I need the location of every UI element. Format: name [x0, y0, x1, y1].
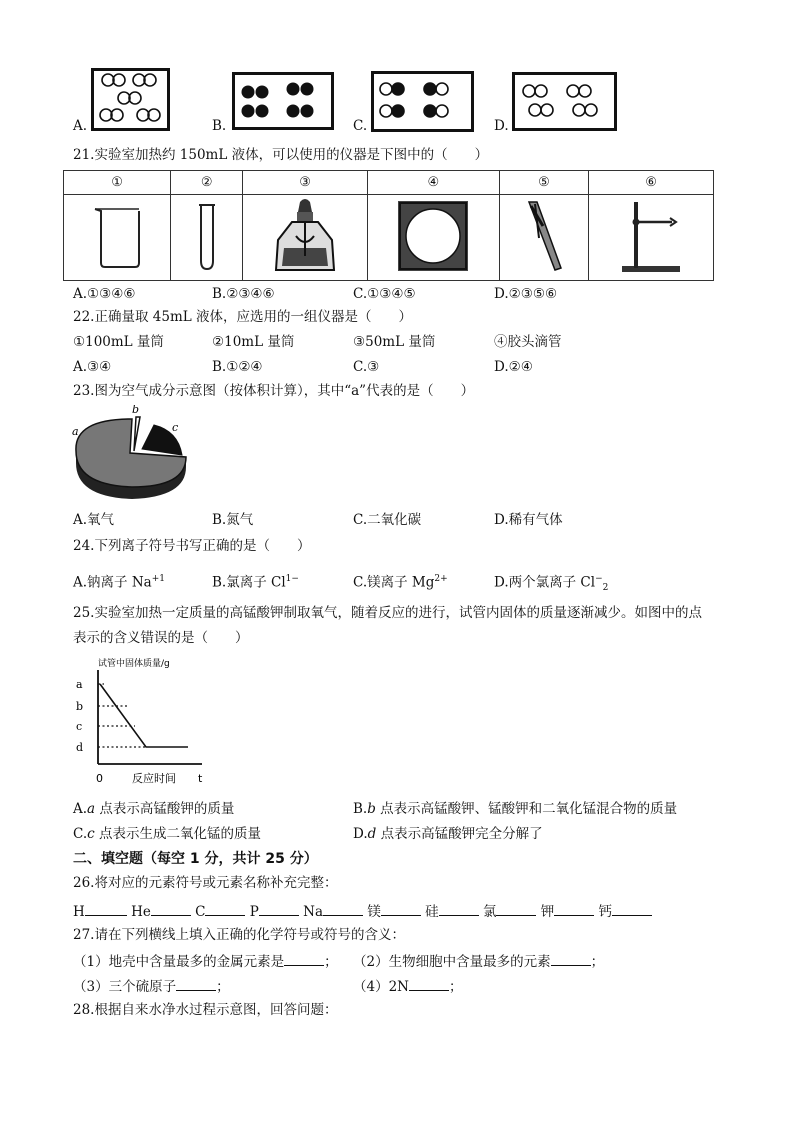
molecule-diagram-d [515, 75, 614, 128]
beaker-icon [87, 201, 147, 271]
q21-header-1: ① [64, 171, 171, 195]
q27-blank-2[interactable] [551, 951, 591, 966]
q27-blank-1[interactable] [284, 951, 324, 966]
q26-blank-7[interactable] [439, 901, 479, 916]
q27-item-3: （3）三个硫原子 ； [73, 976, 230, 996]
q25-option-a: A.a 点表示高锰酸钾的质量 [73, 801, 235, 817]
q21-stem: 21.实验室加热约 150mL 液体，可以使用的仪器是下图中的（ ） [73, 147, 489, 163]
graph-ylabel: 试管中固体质量/g [98, 659, 170, 669]
q21-apparatus-table [63, 170, 714, 281]
molecule-diagram-c [374, 74, 471, 129]
q21-header-2: ② [171, 171, 243, 195]
q26-item-h: H [73, 904, 85, 920]
q26-blank-4[interactable] [259, 901, 299, 916]
q27-item-2: （2）生物细胞中含量最多的元素 ； [353, 951, 604, 971]
q23-option-d: D.稀有气体 [494, 512, 563, 528]
q20-model-b [232, 72, 334, 130]
q22-item-4: ④胶头滴管 [494, 334, 562, 350]
q26-blank-3[interactable] [205, 901, 245, 916]
graph-label-c: c [76, 720, 83, 733]
q23-option-b: B.氮气 [212, 512, 254, 528]
pie-label-c: c [172, 421, 179, 434]
q27-item-1: （1）地壳中含量最多的金属元素是 ； [73, 951, 338, 971]
q20-option-c-label: C. [353, 118, 368, 134]
q24-option-a: A.钠离子 $Na^{+1}$ [73, 574, 165, 591]
q20-option-d-label: D. [494, 118, 509, 134]
q23-option-a: A.氧气 [73, 512, 115, 528]
q24-option-b: B.氯离子 $Cl^{1-}$ [212, 574, 299, 591]
q22-item-3: ③50mL 量筒 [353, 334, 436, 350]
q22-option-a: A.③④ [73, 359, 112, 375]
graph-label-b: b [76, 700, 84, 713]
q26-blank-2[interactable] [151, 901, 191, 916]
q22-option-d: D.②④ [494, 359, 533, 375]
q26-item-p: P [249, 904, 259, 920]
q20-option-a-label: A. [73, 118, 88, 134]
q20-model-c [371, 71, 474, 132]
q26-item-c: C [195, 904, 206, 920]
pie-label-a: a [72, 425, 79, 438]
q26-item-na: Na [303, 904, 324, 920]
q25-stem-line2: 表示的含义错误的是（ ） [73, 630, 249, 646]
graph-label-d: d [76, 741, 84, 754]
q26-blank-10[interactable] [612, 901, 652, 916]
iron-stand-image [589, 195, 714, 281]
section-2-title: 二、填空题（每空 1 分，共计 25 分） [73, 851, 318, 867]
q24-option-d: D.两个氯离子 $Cl^-_2$ [494, 574, 609, 594]
q23-stem: 23.图为空气成分示意图（按体积计算），其中“a”代表的是（ ） [73, 383, 475, 399]
graph-origin: 0 [96, 772, 103, 785]
q26-item-ca: 钙 [598, 904, 613, 920]
q26-item-cl: 氯 [482, 904, 497, 920]
q20-model-d [512, 72, 617, 131]
graph-xlabel: 反应时间 [132, 772, 176, 785]
q20-option-b-label: B. [212, 118, 227, 134]
q26-item-si: 硅 [425, 904, 439, 920]
pie-label-b: b [132, 405, 140, 416]
test-tube-image [171, 195, 243, 281]
q26-blank-6[interactable] [381, 901, 421, 916]
q22-item-1: ①100mL 量筒 [73, 334, 164, 350]
graph-x-symbol: t [198, 772, 203, 785]
alcohol-lamp-image [243, 195, 368, 281]
q21-header-4: ④ [367, 171, 499, 195]
q27-item-4: （4）2N ； [353, 976, 463, 996]
q24-option-c: C.镁离子 $Mg^{2+}$ [353, 574, 448, 591]
q26-item-he: He [131, 904, 151, 920]
molecule-diagram-b [235, 75, 331, 127]
q24-stem: 24.下列离子符号书写正确的是（ ） [73, 538, 311, 554]
alcohol-lamp-icon [270, 196, 340, 276]
q26-blanks-row [73, 901, 652, 921]
beaker-image [64, 195, 171, 281]
q21-option-d: D.②③⑤⑥ [494, 286, 558, 302]
q27-blank-4[interactable] [409, 976, 449, 991]
asbestos-gauze-icon [396, 199, 470, 273]
q27-blank-3[interactable] [176, 976, 216, 991]
q23-option-c: C.二氧化碳 [353, 512, 422, 528]
q26-item-k: 钾 [540, 904, 555, 920]
q22-stem: 22.正确量取 45mL 液体，应选用的一组仪器是（ ） [73, 309, 412, 325]
q28-stem: 28.根据自来水净水过程示意图，回答问题： [73, 1002, 338, 1018]
q21-option-c: C.①③④⑤ [353, 286, 416, 302]
q26-item-mg: 镁 [367, 904, 381, 920]
air-composition-pie [70, 405, 195, 505]
q22-item-2: ②10mL 量筒 [212, 334, 295, 350]
q26-blank-1[interactable] [85, 901, 127, 916]
graph-label-a: a [76, 678, 83, 691]
q22-option-c: C.③ [353, 359, 380, 375]
test-tube-holder-image [499, 195, 589, 281]
q25-option-c: C.c 点表示生成二氧化锰的质量 [73, 826, 261, 842]
q21-header-6: ⑥ [589, 171, 714, 195]
test-tube-icon [187, 201, 227, 271]
iron-stand-icon [616, 196, 686, 276]
q21-option-b: B.②③④⑥ [212, 286, 275, 302]
q26-blank-5[interactable] [323, 901, 363, 916]
q26-stem: 26.将对应的元素符号或元素名称补充完整： [73, 875, 338, 891]
molecule-diagram-a [94, 71, 167, 128]
asbestos-gauze-image [367, 195, 499, 281]
mass-time-graph [70, 654, 220, 788]
q27-stem: 27.请在下列横线上填入正确的化学符号或符号的含义： [73, 927, 405, 943]
q20-model-a [91, 68, 170, 131]
test-tube-holder-icon [519, 198, 569, 274]
q22-option-b: B.①②④ [212, 359, 263, 375]
q26-blank-9[interactable] [554, 901, 594, 916]
q25-option-b: B.b 点表示高锰酸钾、锰酸钾和二氧化锰混合物的质量 [353, 801, 678, 817]
q25-stem-line1: 25.实验室加热一定质量的高锰酸钾制取氧气，随着反应的进行，试管内固体的质量逐渐减少。如图中的点 [73, 605, 702, 621]
q26-blank-8[interactable] [496, 901, 536, 916]
q21-header-3: ③ [243, 171, 368, 195]
q25-option-d: D.d 点表示高锰酸钾完全分解了 [353, 826, 543, 842]
q21-header-5: ⑤ [499, 171, 589, 195]
q21-option-a: A.①③④⑥ [73, 286, 136, 302]
